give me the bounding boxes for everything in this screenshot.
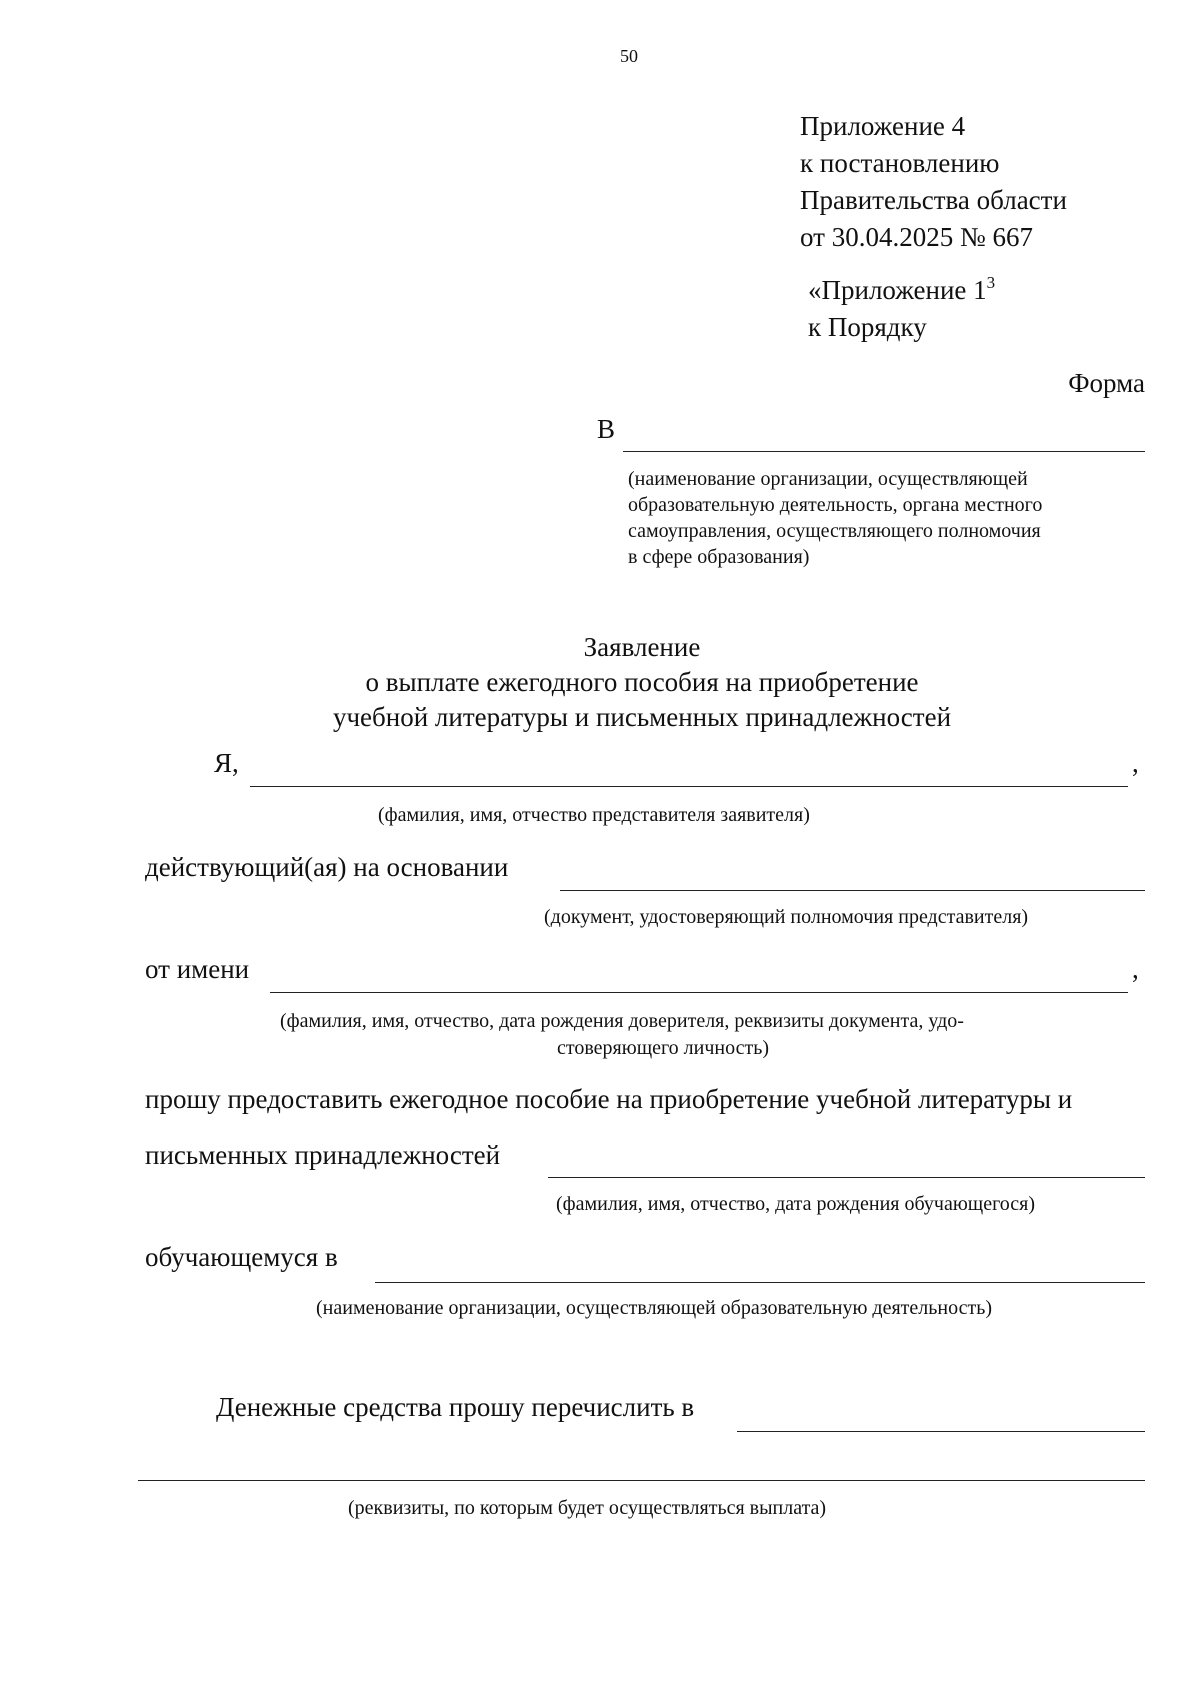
page-number: 50 bbox=[620, 46, 638, 66]
on-behalf-hint-line2: стоверяющего личность) bbox=[557, 1037, 770, 1059]
funds-field-line[interactable] bbox=[737, 1431, 1145, 1432]
on-behalf-field-line[interactable] bbox=[270, 992, 1128, 993]
annex-inner-header bbox=[808, 272, 995, 346]
studying-hint: (наименование организации, осуществляющей образовательную деятельность) bbox=[316, 1297, 992, 1319]
recipient-hint-line: (наименование организации, осуществляющей bbox=[628, 468, 1028, 490]
funds-details-line[interactable] bbox=[138, 1480, 1145, 1481]
annex-line: Приложение 4 bbox=[800, 111, 966, 141]
on-behalf-hint-line1: (фамилия, имя, отчество, дата рождения доверителя, реквизиты документа, удо- bbox=[280, 1010, 964, 1032]
recipient-prefix: В bbox=[597, 414, 616, 444]
applicant-prefix: Я, bbox=[214, 748, 239, 778]
title-line: Заявление bbox=[583, 632, 701, 662]
annex-inner-line2: к Порядку bbox=[808, 312, 927, 342]
applicant-field-line[interactable] bbox=[250, 786, 1128, 787]
studying-label: обучающемуся в bbox=[145, 1242, 338, 1272]
form-label: Форма bbox=[1068, 368, 1145, 398]
funds-hint: (реквизиты, по которым будет осуществляться выплата) bbox=[348, 1497, 827, 1519]
recipient-hint-line: в сфере образования) bbox=[628, 546, 810, 568]
annex-inner-prefix: «Приложение 1 bbox=[808, 275, 987, 305]
basis-field-line[interactable] bbox=[560, 890, 1145, 891]
on-behalf-suffix: , bbox=[1132, 954, 1139, 984]
funds-label: Денежные средства прошу перечислить в bbox=[216, 1392, 695, 1422]
request-line1: прошу предоставить ежегодное пособие на приобретение учебной литературы и bbox=[145, 1084, 1073, 1114]
basis-hint: (документ, удостоверяющий полномочия представителя) bbox=[544, 906, 1029, 928]
student-field-line[interactable] bbox=[548, 1177, 1145, 1178]
recipient-hint bbox=[628, 466, 1042, 570]
applicant-hint: (фамилия, имя, отчество представителя заявителя) bbox=[378, 804, 810, 826]
applicant-suffix: , bbox=[1132, 748, 1139, 778]
annex-line: Правительства области bbox=[800, 185, 1067, 215]
on-behalf-label: от имени bbox=[145, 954, 250, 984]
document-title bbox=[0, 630, 1200, 735]
studying-field-line[interactable] bbox=[375, 1282, 1145, 1283]
title-line: о выплате ежегодного пособия на приобретение bbox=[365, 667, 919, 697]
annex-inner-line1 bbox=[808, 272, 995, 309]
annex-inner-superscript: 3 bbox=[986, 273, 996, 292]
recipient-field-line[interactable] bbox=[623, 451, 1145, 452]
recipient-hint-line: самоуправления, осуществляющего полномочия bbox=[628, 520, 1041, 542]
student-hint: (фамилия, имя, отчество, дата рождения обучающегося) bbox=[556, 1193, 1036, 1215]
annex-line: от 30.04.2025 № 667 bbox=[800, 222, 1033, 252]
request-line2: письменных принадлежностей bbox=[145, 1140, 501, 1170]
annex-header bbox=[800, 108, 1067, 256]
title-line: учебной литературы и письменных принадлежностей bbox=[332, 702, 952, 732]
annex-line: к постановлению bbox=[800, 148, 1000, 178]
recipient-hint-line: образовательную деятельность, органа местного bbox=[628, 494, 1043, 516]
basis-label: действующий(ая) на основании bbox=[145, 852, 509, 882]
